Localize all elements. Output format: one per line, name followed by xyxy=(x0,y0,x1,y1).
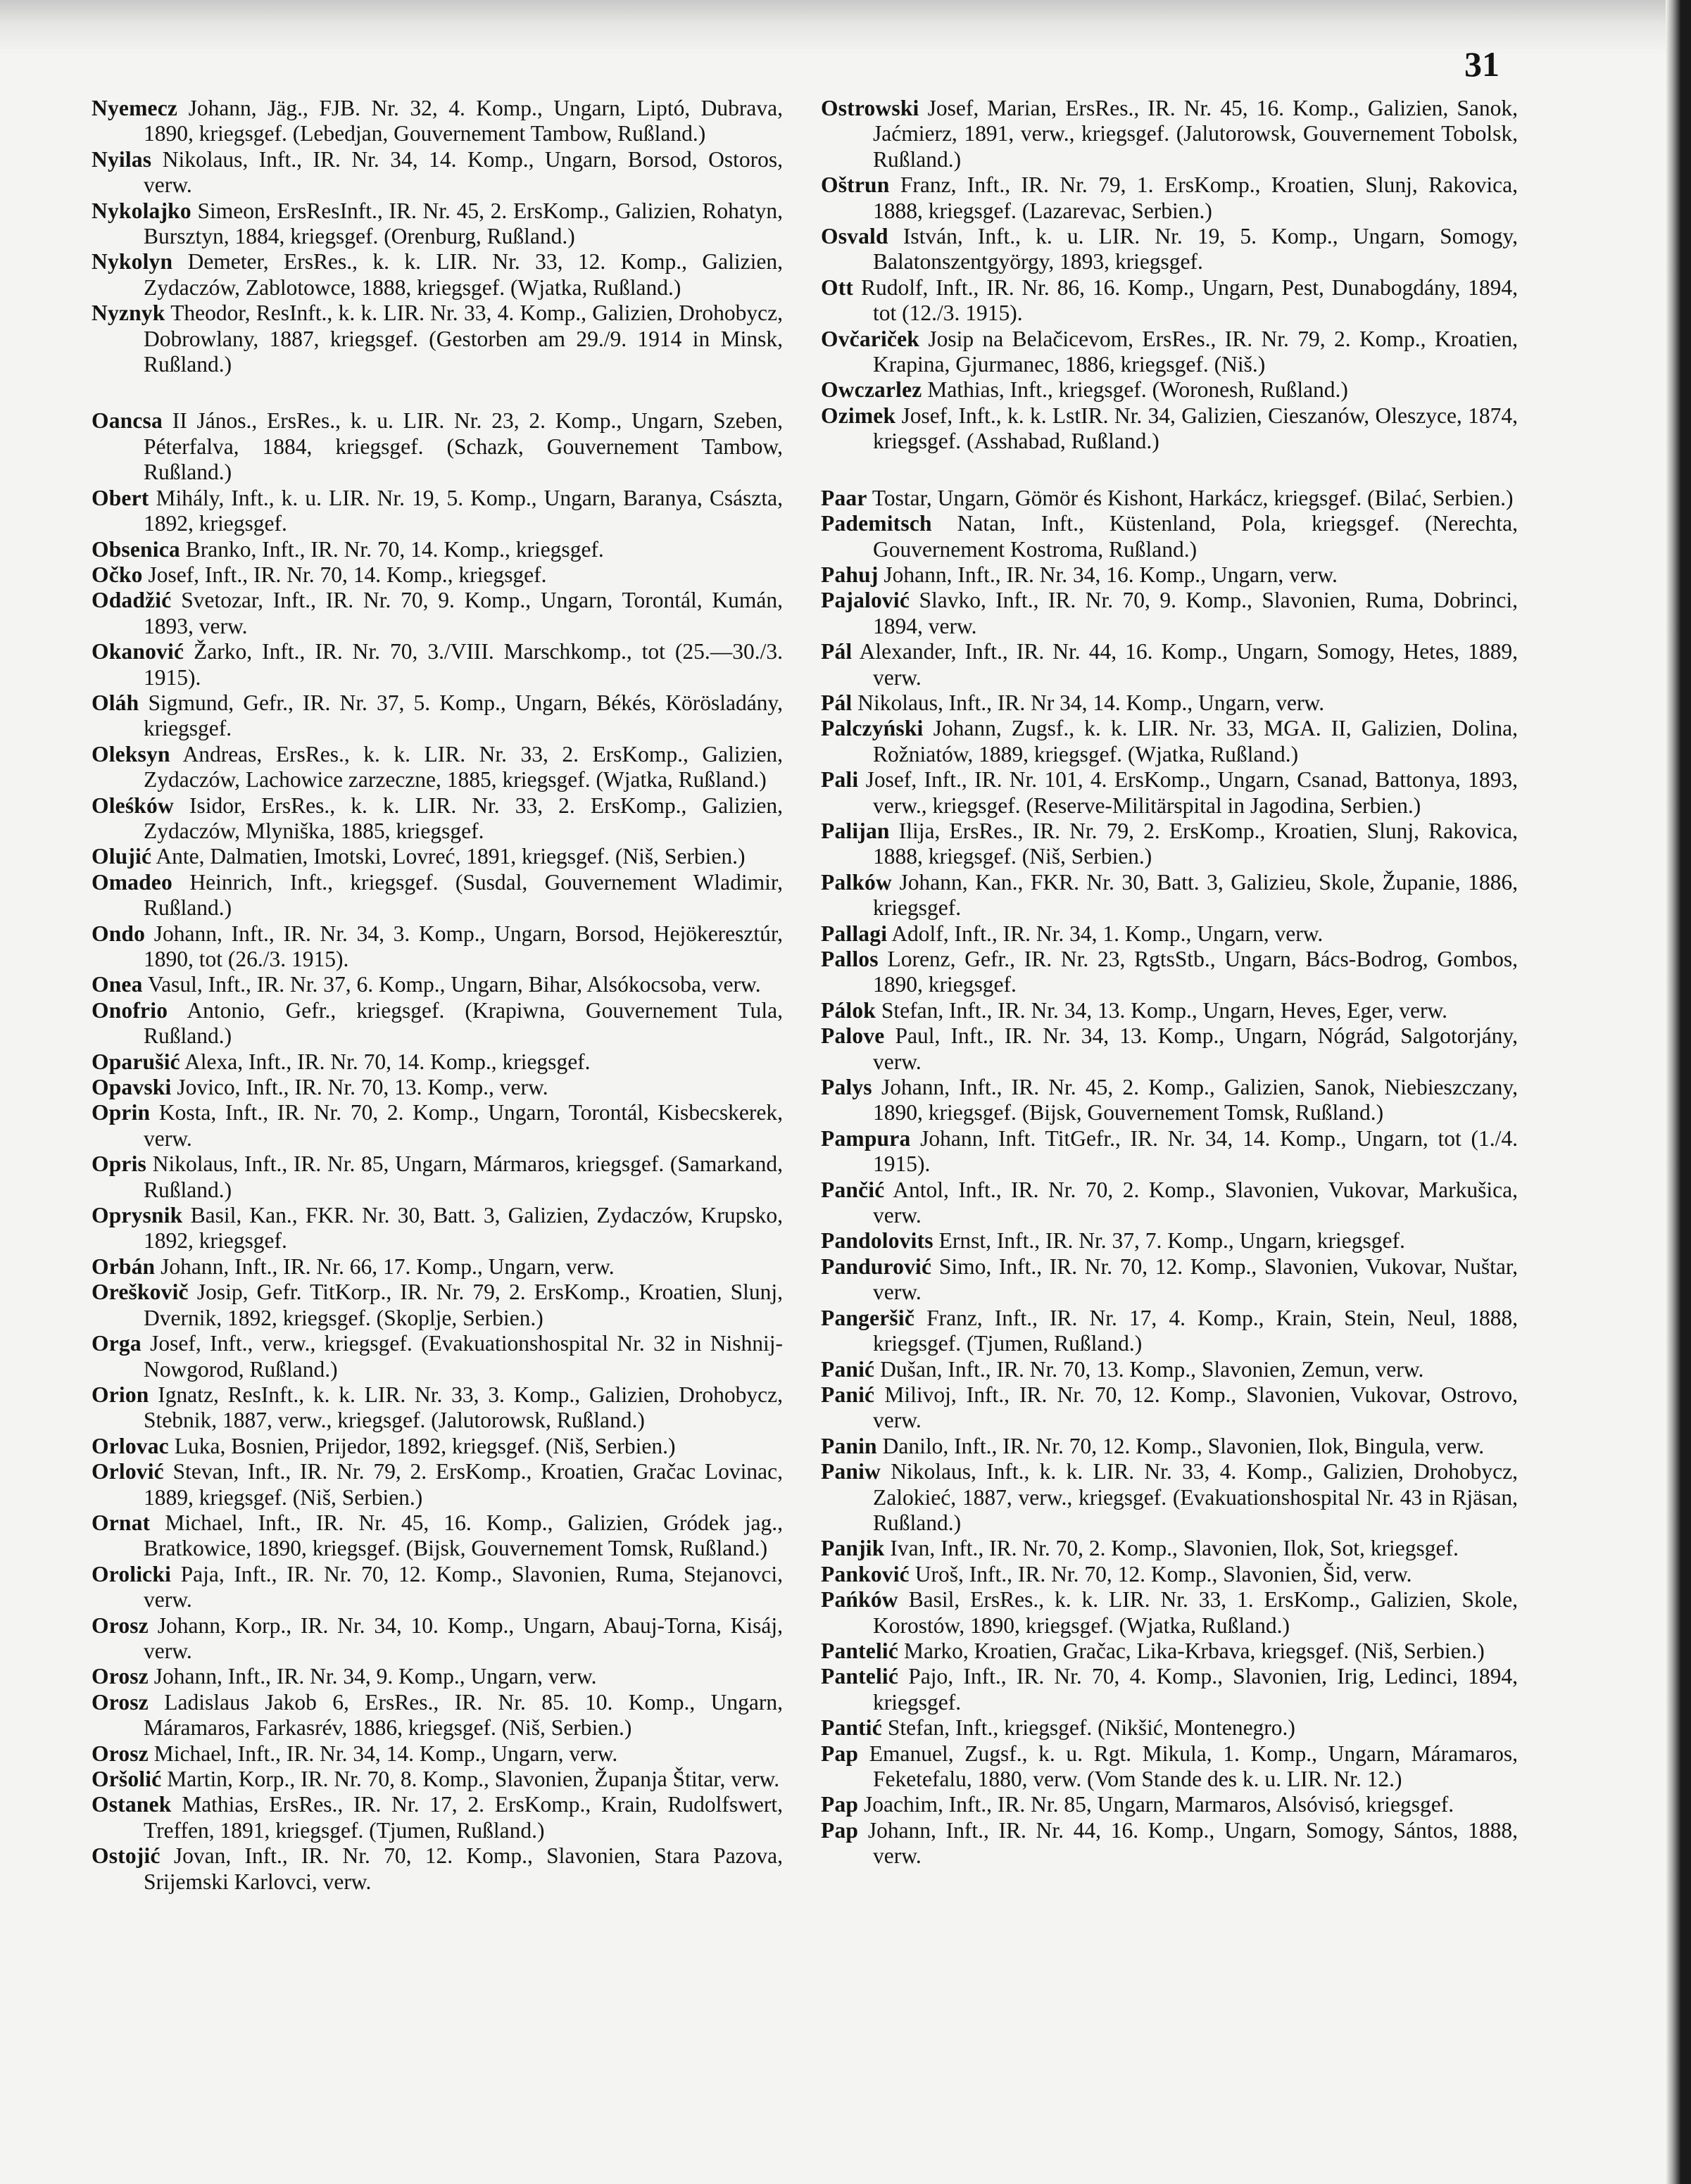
casualty-entry xyxy=(821,486,1518,511)
casualty-entry xyxy=(92,639,783,690)
entry-surname: Pančić xyxy=(821,1177,885,1202)
entry-details: Stevan, Inft., IR. Nr. 79, 2. ErsKomp., Kroatien, Gračac Lovinac, 1889, kriegsgef. (Niš, Serbien.) xyxy=(144,1459,784,1510)
entry-details: Isidor, ErsRes., k. k. LIR. Nr. 33, 2. ErsKomp., Galizien, Zydaczów, Mlyniška, 1885, kriegsgef. xyxy=(144,793,784,843)
entry-details: Josip, Gefr. TitKorp., IR. Nr. 79, 2. ErsKomp., Kroatien, Slunj, Dvernik, 1892, kriegsgef. (Skoplje, Serbien.) xyxy=(144,1280,784,1330)
entry-surname: Oláh xyxy=(92,690,139,715)
entry-details: Danilo, Inft., IR. Nr. 70, 12. Komp., Slavonien, Ilok, Bingula, verw. xyxy=(882,1433,1485,1458)
entry-details: Sigmund, Gefr., IR. Nr. 37, 5. Komp., Ungarn, Békés, Körösladány, kriegsgef. xyxy=(144,690,784,741)
entry-details: Dušan, Inft., IR. Nr. 70, 13. Komp., Slavonien, Zemun, verw. xyxy=(880,1356,1424,1382)
entry-surname: Paar xyxy=(821,485,867,510)
casualty-entry xyxy=(92,588,783,639)
entry-surname: Oprysnik xyxy=(92,1203,183,1228)
entry-surname: Pap xyxy=(821,1741,859,1766)
entry-details: Pajo, Inft., IR. Nr. 70, 4. Komp., Slavonien, Irig, Ledinci, 1894, kriegsgef. xyxy=(873,1664,1519,1715)
entry-surname: Pantelić xyxy=(821,1664,899,1689)
entry-details: Josip na Belačicevom, ErsRes., IR. Nr. 79, 2. Komp., Kroatien, Krapina, Gjurmanec, 1886, kriegsgef. (Niš.) xyxy=(873,326,1518,377)
entry-details: Alexander, Inft., IR. Nr. 44, 16. Komp., Ungarn, Somogy, Hetes, 1889, verw. xyxy=(859,639,1518,690)
entry-surname: Pańków xyxy=(821,1587,898,1612)
casualty-entry xyxy=(92,1741,783,1767)
entry-surname: Orga xyxy=(92,1331,142,1356)
casualty-entry xyxy=(821,1562,1518,1587)
entry-surname: Oparušić xyxy=(92,1049,180,1074)
casualty-entry xyxy=(821,172,1518,224)
casualty-entry xyxy=(821,1126,1518,1178)
entry-surname: Obsenica xyxy=(92,536,180,562)
casualty-entry xyxy=(92,1613,783,1665)
entry-surname: Orbán xyxy=(92,1254,156,1279)
casualty-entry xyxy=(821,870,1518,921)
casualty-entry xyxy=(821,1075,1518,1126)
entry-details: Nikolaus, Inft., k. k. LIR. Nr. 33, 4. Komp., Galizien, Drohobycz, Zalokieć, 1887, verw., kriegsgef. (Evakuationshospital Nr. 43 in Rjäsan, Rußland.) xyxy=(873,1459,1518,1535)
entry-surname: Pantić xyxy=(821,1715,882,1741)
entry-details: Michael, Inft., IR. Nr. 34, 14. Komp., Ungarn, verw. xyxy=(153,1741,618,1766)
casualty-entry xyxy=(92,793,783,845)
entry-surname: Omadeo xyxy=(92,869,172,895)
entry-surname: Nykolajko xyxy=(92,198,191,223)
entry-details: István, Inft., k. u. LIR. Nr. 19, 5. Komp., Ungarn, Somogy, Balatonszentgyörgy, 1893, kriegsgef. xyxy=(873,224,1519,274)
entry-surname: Pajalović xyxy=(821,588,910,613)
casualty-entry xyxy=(821,1434,1518,1459)
casualty-entry xyxy=(821,1254,1518,1306)
entry-surname: Panjik xyxy=(821,1536,885,1561)
casualty-entry xyxy=(821,639,1518,690)
entry-details: Rudolf, Inft., IR. Nr. 86, 16. Komp., Ungarn, Pest, Dunabogdány, 1894, tot (12./3. 1915). xyxy=(860,274,1518,326)
entry-details: Nikolaus, Inft., IR. Nr 34, 14. Komp., Ungarn, verw. xyxy=(857,690,1325,715)
entry-surname: Oštrun xyxy=(821,172,890,198)
entry-details: Basil, Kan., FKR. Nr. 30, Batt. 3, Galizien, Zydaczów, Krupsko, 1892, kriegsgef. xyxy=(144,1203,783,1254)
entry-surname: Pallagi xyxy=(821,921,888,946)
entry-surname: Panić xyxy=(821,1356,875,1382)
scan-shadow-top xyxy=(0,0,1691,55)
entry-surname: Ott xyxy=(821,274,854,300)
casualty-entry xyxy=(92,1049,783,1075)
entry-details: Mihály, Inft., k. u. LIR. Nr. 19, 5. Komp., Ungarn, Baranya, Császta, 1892, kriegsgef. xyxy=(144,485,784,536)
casualty-entry xyxy=(821,921,1518,947)
entry-details: Johann, Kan., FKR. Nr. 30, Batt. 3, Galizieu, Skole, Županie, 1886, kriegsgef. xyxy=(873,869,1518,921)
entry-surname: Orolicki xyxy=(92,1561,172,1586)
entry-details: Tostar, Ungarn, Gömör és Kishont, Harkácz, kriegsgef. (Bilać, Serbien.) xyxy=(872,485,1514,510)
casualty-entry xyxy=(92,870,783,921)
left-column xyxy=(92,96,783,1895)
entry-details: Heinrich, Inft., kriegsgef. (Susdal, Gouvernement Wladimir, Rußland.) xyxy=(144,869,783,921)
entry-details: Josef, Inft., IR. Nr. 101, 4. ErsKomp., Ungarn, Csanad, Battonya, 1893, verw., kriegsgef. (Reserve-Militärspital in Jagodina, Serbien.) xyxy=(865,767,1518,818)
casualty-entry xyxy=(821,1023,1518,1075)
casualty-entry xyxy=(821,1459,1518,1536)
entry-details: Paul, Inft., IR. Nr. 34, 13. Komp., Ungarn, Nógrád, Salgotorjány, verw. xyxy=(873,1023,1519,1074)
casualty-entry xyxy=(821,819,1518,870)
entry-surname: Ostojić xyxy=(92,1843,161,1869)
casualty-entry xyxy=(821,588,1518,639)
casualty-entry xyxy=(821,998,1518,1023)
entry-surname: Ondo xyxy=(92,921,146,946)
entry-surname: Palove xyxy=(821,1023,885,1049)
casualty-entry xyxy=(821,947,1518,998)
entry-surname: Pap xyxy=(821,1792,859,1817)
casualty-entry xyxy=(92,301,783,377)
casualty-entry xyxy=(821,1715,1518,1741)
entry-details: Michael, Inft., IR. Nr. 45, 16. Komp., Galizien, Gródek jag., Bratkowice, 1890, kriegsgef. (Bijsk, Gouvernement Tomsk, Rußland.) xyxy=(144,1510,784,1561)
casualty-entry xyxy=(821,275,1518,327)
entry-details: Adolf, Inft., IR. Nr. 34, 1. Komp., Ungarn, verw. xyxy=(891,921,1324,946)
entry-surname: Oancsa xyxy=(92,408,163,434)
entry-details: Ilija, ErsRes., IR. Nr. 79, 2. ErsKomp., Kroatien, Slunj, Rakovica, 1888, kriegsgef. (Niš, Serbien.) xyxy=(873,818,1519,869)
entry-details: Johann, Inft., IR. Nr. 34, 16. Komp., Ungarn, verw. xyxy=(884,562,1338,587)
entry-details: Emanuel, Zugsf., k. u. Rgt. Mikula, 1. Komp., Ungarn, Máramaros, Feketefalu, 1880, verw. (Vom Stande des k. u. LIR. Nr. 12.) xyxy=(869,1741,1518,1791)
casualty-entry xyxy=(92,1100,783,1151)
entry-surname: Nyilas xyxy=(92,146,152,172)
entry-details: Jovico, Inft., IR. Nr. 70, 13. Komp., verw. xyxy=(177,1075,548,1100)
entry-surname: Ornat xyxy=(92,1510,151,1535)
casualty-entry xyxy=(821,511,1518,562)
entry-details: Branko, Inft., IR. Nr. 70, 14. Komp., kriegsgef. xyxy=(185,536,604,562)
entry-details: Johann, Korp., IR. Nr. 34, 10. Komp., Ungarn, Abauj-Torna, Kisáj, verw. xyxy=(144,1612,784,1663)
casualty-entry xyxy=(92,921,783,973)
entry-details: Johann, Inft. TitGefr., IR. Nr. 34, 14. Komp., Ungarn, tot (1./4. 1915). xyxy=(873,1125,1518,1177)
casualty-entry xyxy=(92,198,783,250)
right-column xyxy=(821,96,1518,1869)
casualty-entry xyxy=(821,1741,1518,1793)
casualty-entry xyxy=(92,1843,783,1895)
entry-surname: Pali xyxy=(821,767,859,793)
entry-details: Svetozar, Inft., IR. Nr. 70, 9. Komp., Ungarn, Torontál, Kumán, 1893, verw. xyxy=(144,588,783,638)
entry-details: Ernst, Inft., IR. Nr. 37, 7. Komp., Ungarn, kriegsgef. xyxy=(938,1228,1405,1254)
entry-surname: Ostanek xyxy=(92,1792,172,1817)
entry-details: Joachim, Inft., IR. Nr. 85, Ungarn, Marmaros, Alsóvisó, kriegsgef. xyxy=(864,1792,1454,1817)
entry-surname: Paniw xyxy=(821,1459,881,1484)
casualty-entry xyxy=(92,1510,783,1562)
casualty-entry xyxy=(821,1639,1518,1664)
casualty-entry xyxy=(821,1228,1518,1254)
entry-details: Slavko, Inft., IR. Nr. 70, 9. Komp., Slavonien, Ruma, Dobrinci, 1894, verw. xyxy=(873,588,1519,638)
casualty-entry xyxy=(92,1562,783,1613)
entry-surname: Oršolić xyxy=(92,1767,162,1791)
section-gap xyxy=(92,377,783,408)
entry-surname: Orosz xyxy=(92,1741,149,1766)
entry-details: Ignatz, ResInft., k. k. LIR. Nr. 33, 3. Komp., Galizien, Drohobycz, Stebnik, 1887, verw., kriegsgef. (Jalutorowsk, Rußland.) xyxy=(144,1382,784,1433)
entry-details: Antonio, Gefr., kriegsgef. (Krapiwna, Gouvernement Tula, Rußland.) xyxy=(144,997,783,1049)
casualty-entry xyxy=(92,1254,783,1280)
entry-surname: Oreškovič xyxy=(92,1280,189,1305)
entry-surname: Panić xyxy=(821,1382,875,1407)
entry-details: Basil, ErsRes., k. k. LIR. Nr. 33, 1. ErsKomp., Galizien, Skole, Korostów, 1890, kriegsgef. (Wjatka, Rußland.) xyxy=(873,1587,1518,1638)
entry-details: Mathias, Inft., kriegsgef. (Woronesh, Rußland.) xyxy=(927,377,1348,403)
entry-surname: Orosz xyxy=(92,1689,149,1715)
entry-details: Stefan, Inft., IR. Nr. 34, 13. Komp., Ungarn, Heves, Eger, verw. xyxy=(881,997,1448,1023)
entry-surname: Palys xyxy=(821,1075,872,1100)
entry-details: Žarko, Inft., IR. Nr. 70, 3./VIII. Marschkomp., tot (25.—30./3. 1915). xyxy=(144,639,784,690)
entry-surname: Očko xyxy=(92,562,143,587)
casualty-entry xyxy=(92,562,783,588)
entry-details: Milivoj, Inft., IR. Nr. 70, 12. Komp., Slavonien, Vukovar, Ostrovo, verw. xyxy=(873,1382,1519,1433)
casualty-entry xyxy=(92,972,783,997)
entry-details: Johann, Jäg., FJB. Nr. 32, 4. Komp., Ungarn, Liptó, Dubrava, 1890, kriegsgef. (Lebedjan, Gouvernement Tambow, Rußland.) xyxy=(144,96,784,146)
entry-details: Josef, Inft., IR. Nr. 70, 14. Komp., kriegsgef. xyxy=(148,562,547,587)
casualty-entry xyxy=(821,1792,1518,1817)
entry-details: Jovan, Inft., IR. Nr. 70, 12. Komp., Slavonien, Stara Pazova, Srijemski Karlovci, verw. xyxy=(144,1843,784,1894)
casualty-entry xyxy=(821,377,1518,403)
casualty-entry xyxy=(821,1587,1518,1639)
entry-surname: Ozimek xyxy=(821,403,896,428)
entry-surname: Nyemecz xyxy=(92,96,178,120)
entry-details: Demeter, ErsRes., k. k. LIR. Nr. 33, 12. Komp., Galizien, Zydaczów, Zablotowce, 1888, kriegsgef. (Wjatka, Rußland.) xyxy=(144,249,783,300)
entry-details: Paja, Inft., IR. Nr. 70, 12. Komp., Slavonien, Ruma, Stejanovci, verw. xyxy=(144,1561,784,1612)
entry-surname: Pampura xyxy=(821,1125,911,1151)
casualty-entry xyxy=(92,998,783,1049)
casualty-entry xyxy=(821,1178,1518,1229)
casualty-entry xyxy=(92,1690,783,1741)
entry-surname: Pandolovits xyxy=(821,1228,933,1254)
casualty-entry xyxy=(821,767,1518,819)
entry-surname: Onea xyxy=(92,972,143,997)
casualty-entry xyxy=(92,537,783,562)
entry-details: Alexa, Inft., IR. Nr. 70, 14. Komp., kriegsgef. xyxy=(184,1049,591,1074)
entry-details: Simeon, ErsResInft., IR. Nr. 45, 2. ErsKomp., Galizien, Rohatyn, Bursztyn, 1884, kriegsgef. (Orenburg, Rußland.) xyxy=(144,198,784,249)
entry-details: Simo, Inft., IR. Nr. 70, 12. Komp., Slavonien, Vukovar, Nuštar, verw. xyxy=(873,1254,1518,1305)
entry-details: Franz, Inft., IR. Nr. 79, 1. ErsKomp., Kroatien, Slunj, Rakovica, 1888, kriegsgef. (Lazarevac, Serbien.) xyxy=(873,172,1519,223)
entry-surname: Panin xyxy=(821,1433,877,1458)
entry-surname: Oleśków xyxy=(92,793,174,818)
entry-surname: Palczyński xyxy=(821,716,924,741)
entry-details: Antol, Inft., IR. Nr. 70, 2. Komp., Slavonien, Vukovar, Markušica, verw. xyxy=(873,1177,1518,1228)
casualty-entry xyxy=(92,1664,783,1689)
entry-surname: Olujić xyxy=(92,844,152,869)
entry-surname: Nykolyn xyxy=(92,249,173,274)
casualty-entry xyxy=(92,249,783,301)
entry-surname: Panković xyxy=(821,1561,910,1586)
scan-shadow-right xyxy=(1666,0,1691,2184)
entry-details: Theodor, ResInft., k. k. LIR. Nr. 33, 4. Komp., Galizien, Drohobycz, Dobrowlany, 1887, kriegsgef. (Gestorben am 29./9. 1914 in Minsk, Rußland.) xyxy=(144,301,783,377)
entry-details: Josef, Marian, ErsRes., IR. Nr. 45, 16. Komp., Galizien, Sanok, Jaćmierz, 1891, verw., kriegsgef. (Jalutorowsk, Gouvernement Tobolsk, Rußland.) xyxy=(873,96,1519,172)
casualty-entry xyxy=(821,1382,1518,1434)
casualty-entry xyxy=(92,1382,783,1434)
entry-surname: Opavski xyxy=(92,1075,172,1100)
entry-details: Nikolaus, Inft., IR. Nr. 85, Ungarn, Mármaros, kriegsgef. (Samarkand, Rußland.) xyxy=(144,1151,783,1202)
entry-surname: Pál xyxy=(821,690,853,715)
casualty-entry xyxy=(92,96,783,147)
casualty-entry xyxy=(821,1357,1518,1382)
page-number: 31 xyxy=(1464,44,1500,84)
entry-surname: Palków xyxy=(821,869,892,895)
entry-surname: Pademitsch xyxy=(821,511,932,536)
entry-surname: Oleksyn xyxy=(92,741,170,766)
casualty-entry xyxy=(92,690,783,742)
casualty-entry xyxy=(92,408,783,485)
casualty-entry xyxy=(92,1151,783,1203)
casualty-entry xyxy=(92,1459,783,1510)
entry-details: Ivan, Inft., IR. Nr. 70, 2. Komp., Slavonien, Ilok, Sot, kriegsgef. xyxy=(890,1536,1459,1561)
entry-details: Johann, Inft., IR. Nr. 34, 9. Komp., Ungarn, verw. xyxy=(153,1664,597,1689)
casualty-entry xyxy=(92,147,783,198)
entry-details: Johann, Inft., IR. Nr. 45, 2. Komp., Galizien, Sanok, Niebieszczany, 1890, kriegsgef. (Bijsk, Gouvernement Tomsk, Rußland.) xyxy=(873,1075,1518,1125)
entry-details: Stefan, Inft., kriegsgef. (Nikšić, Montenegro.) xyxy=(887,1715,1295,1741)
casualty-entry xyxy=(92,1280,783,1331)
entry-surname: Opris xyxy=(92,1151,147,1177)
section-gap xyxy=(821,455,1518,486)
casualty-entry xyxy=(821,1536,1518,1561)
entry-surname: Nyznyk xyxy=(92,301,165,326)
casualty-entry xyxy=(92,1075,783,1100)
entry-surname: Orion xyxy=(92,1382,149,1407)
entry-surname: Palijan xyxy=(821,818,890,843)
entry-details: Mathias, ErsRes., IR. Nr. 17, 2. ErsKomp., Krain, Rudolfswert, Treffen, 1891, kriegsgef. (Tjumen, Rußland.) xyxy=(144,1792,784,1843)
entry-details: Natan, Inft., Küstenland, Pola, kriegsgef. (Nerechta, Gouvernement Kostroma, Rußland.) xyxy=(873,511,1518,562)
casualty-entry xyxy=(821,403,1518,455)
entry-surname: Pallos xyxy=(821,947,879,971)
entry-surname: Obert xyxy=(92,485,149,510)
casualty-entry xyxy=(821,716,1518,767)
casualty-entry xyxy=(92,1203,783,1254)
casualty-entry xyxy=(821,1664,1518,1715)
casualty-entry xyxy=(92,1434,783,1459)
entry-surname: Orosz xyxy=(92,1664,149,1689)
entry-surname: Pálok xyxy=(821,997,876,1023)
casualty-entry xyxy=(821,562,1518,588)
entry-details: Vasul, Inft., IR. Nr. 37, 6. Komp., Ungarn, Bihar, Alsókocsoba, verw. xyxy=(147,972,761,997)
entry-details: Johann, Inft., IR. Nr. 66, 17. Komp., Ungarn, verw. xyxy=(161,1254,615,1279)
entry-surname: Okanović xyxy=(92,639,184,664)
entry-details: Kosta, Inft., IR. Nr. 70, 2. Komp., Ungarn, Torontál, Kisbecskerek, verw. xyxy=(144,1100,783,1151)
entry-details: Marko, Kroatien, Gračac, Lika-Krbava, kriegsgef. (Niš, Serbien.) xyxy=(903,1638,1485,1663)
entry-details: Uroš, Inft., IR. Nr. 70, 12. Komp., Slavonien, Šid, verw. xyxy=(914,1561,1412,1586)
entry-surname: Ostrowski xyxy=(821,96,919,120)
entry-details: Franz, Inft., IR. Nr. 17, 4. Komp., Krain, Stein, Neul, 1888, kriegsgef. (Tjumen, Rußland.) xyxy=(873,1305,1518,1356)
casualty-entry xyxy=(821,1306,1518,1357)
entry-surname: Ovčariček xyxy=(821,326,919,351)
entry-surname: Odadžić xyxy=(92,588,172,613)
entry-details: Martin, Korp., IR. Nr. 70, 8. Komp., Slavonien, Županja Štitar, verw. xyxy=(167,1767,780,1791)
entry-surname: Pantelić xyxy=(821,1638,899,1663)
entry-surname: Onofrio xyxy=(92,997,168,1023)
entry-details: Johann, Zugsf., k. k. LIR. Nr. 33, MGA. II, Galizien, Dolina, Rožniatów, 1889, kriegsgef. (Wjatka, Rußland.) xyxy=(873,716,1519,766)
casualty-entry xyxy=(92,1792,783,1843)
casualty-entry xyxy=(821,690,1518,716)
entry-surname: Orlović xyxy=(92,1459,164,1484)
casualty-entry xyxy=(92,742,783,793)
casualty-entry xyxy=(821,327,1518,378)
casualty-entry xyxy=(821,96,1518,172)
casualty-entry xyxy=(92,486,783,537)
entry-surname: Pangeršič xyxy=(821,1305,915,1330)
casualty-entry xyxy=(821,224,1518,275)
entry-surname: Pap xyxy=(821,1817,859,1843)
entry-surname: Pál xyxy=(821,639,853,664)
entry-surname: Orlovac xyxy=(92,1433,169,1458)
entry-details: Josef, Inft., verw., kriegsgef. (Evakuationshospital Nr. 32 in Nishnij-Nowgorod, Rußland.) xyxy=(144,1331,783,1382)
entry-surname: Oprin xyxy=(92,1100,151,1125)
entry-details: Ladislaus Jakob 6, ErsRes., IR. Nr. 85. 10. Komp., Ungarn, Máramaros, Farkasrév, 1886, kriegsgef. (Niš, Serbien.) xyxy=(144,1689,783,1741)
entry-details: Nikolaus, Inft., IR. Nr. 34, 14. Komp., Ungarn, Borsod, Ostoros, verw. xyxy=(144,146,783,198)
entry-details: Josef, Inft., k. k. LstIR. Nr. 34, Galizien, Cieszanów, Oleszyce, 1874, kriegsgef. (Asshabad, Rußland.) xyxy=(873,403,1518,454)
entry-surname: Owczarlez xyxy=(821,377,922,403)
entry-details: Ante, Dalmatien, Imotski, Lovreć, 1891, kriegsgef. (Niš, Serbien.) xyxy=(156,844,746,869)
casualty-entry xyxy=(92,1331,783,1382)
entry-details: Johann, Inft., IR. Nr. 44, 16. Komp., Ungarn, Somogy, Sántos, 1888, verw. xyxy=(867,1817,1518,1869)
entry-details: Lorenz, Gefr., IR. Nr. 23, RgtsStb., Ungarn, Bács-Bodrog, Gombos, 1890, kriegsgef. xyxy=(873,947,1518,997)
entry-details: Luka, Bosnien, Prijedor, 1892, kriegsgef. (Niš, Serbien.) xyxy=(174,1433,676,1458)
entry-surname: Osvald xyxy=(821,224,888,249)
casualty-entry xyxy=(92,1767,783,1792)
entry-surname: Pahuj xyxy=(821,562,879,587)
casualty-entry xyxy=(92,844,783,869)
entry-surname: Orosz xyxy=(92,1612,149,1638)
entry-details: Johann, Inft., IR. Nr. 34, 3. Komp., Ungarn, Borsod, Hejökeresztúr, 1890, tot (26./3. 1915). xyxy=(144,921,784,971)
entry-details: II János., ErsRes., k. u. LIR. Nr. 23, 2. Komp., Ungarn, Szeben, Péterfalva, 1884, kriegsgef. (Schazk, Gouvernement Tambow, Rußland.) xyxy=(144,408,784,485)
entry-surname: Pandurović xyxy=(821,1254,932,1279)
casualty-entry xyxy=(821,1818,1518,1869)
entry-details: Andreas, ErsRes., k. k. LIR. Nr. 33, 2. ErsKomp., Galizien, Zydaczów, Lachowice zarzeczne, 1885, kriegsgef. (Wjatka, Rußland.) xyxy=(144,741,783,793)
